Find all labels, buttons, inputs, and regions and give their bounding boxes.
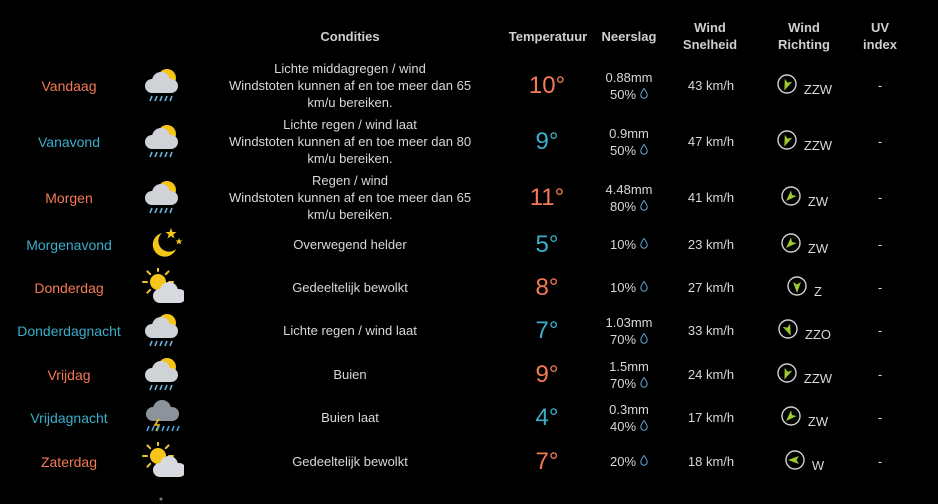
precip-amount xyxy=(606,181,653,198)
condition-text xyxy=(205,174,495,221)
header-wind-richting-line1: Wind xyxy=(788,20,820,35)
condition-line: km/u bereiken. xyxy=(307,95,393,110)
uv-index: - xyxy=(877,367,883,382)
precip-mm: 1.03mm xyxy=(605,314,653,330)
precip-mm: 4.48mm xyxy=(605,181,653,197)
condition-line: Regen / wind xyxy=(312,173,388,188)
wind-direction-label: ZW xyxy=(807,240,829,256)
condition-text xyxy=(205,396,495,439)
wind-speed: 43 km/h xyxy=(687,78,735,93)
wind-direction xyxy=(764,266,844,309)
condition-line: Windstoten kunnen af en toe meer dan 65 xyxy=(228,78,472,93)
precip-mm: 0.3mm xyxy=(609,401,649,417)
temperature: 10° xyxy=(528,71,566,99)
uv-index: - xyxy=(877,454,883,469)
temperature: 7° xyxy=(535,447,559,475)
partly-cloudy-rain-icon xyxy=(140,309,184,352)
wind-direction-icon xyxy=(776,362,798,387)
wind-direction-icon xyxy=(784,449,806,474)
header-condities xyxy=(300,16,400,56)
precipitation xyxy=(594,440,664,483)
wind-speed: 17 km/h xyxy=(687,410,735,425)
precip-chance xyxy=(610,453,648,470)
day-label[interactable]: Donderdag xyxy=(34,279,104,296)
precipitation xyxy=(594,396,664,439)
table-row xyxy=(0,174,938,221)
condition-text xyxy=(205,62,495,109)
wind-direction xyxy=(764,62,844,109)
partly-cloudy-rain-icon xyxy=(140,353,184,396)
condition-line: km/u bereiken. xyxy=(307,151,393,166)
header-condities-label: Condities xyxy=(320,28,380,44)
temperature: 4° xyxy=(535,403,559,431)
precip-amount xyxy=(606,314,653,331)
condition-line: Lichte regen / wind laat xyxy=(283,117,417,132)
table-row xyxy=(0,309,938,352)
wind-speed: 23 km/h xyxy=(687,237,735,252)
precipitation xyxy=(594,62,664,109)
uv-index: - xyxy=(877,237,883,252)
temperature: 11° xyxy=(529,183,565,211)
temperature: 8° xyxy=(535,273,559,301)
uv-index: - xyxy=(877,134,883,149)
day-label[interactable]: Zaterdag xyxy=(40,453,98,470)
precip-chance xyxy=(610,375,648,392)
wind-direction-icon xyxy=(780,405,802,430)
condition-line: Windstoten kunnen af en toe meer dan 65 xyxy=(228,190,472,205)
precip-chance xyxy=(610,418,648,435)
table-row xyxy=(0,353,938,396)
precip-amount xyxy=(609,358,649,375)
uv-index: - xyxy=(877,280,883,295)
scroll-indicator xyxy=(156,489,166,493)
precip-mm: 0.88mm xyxy=(605,69,653,85)
header-neerslag-label: Neerslag xyxy=(601,28,657,44)
sun-cloud-icon xyxy=(140,266,184,309)
condition-line: Gedeeltelijk bewolkt xyxy=(292,280,408,295)
precip-pct: 10% xyxy=(609,237,637,252)
precip-pct: 10% xyxy=(609,280,637,295)
condition-text xyxy=(205,353,495,396)
wind-speed: 18 km/h xyxy=(687,454,735,469)
wind-speed: 27 km/h xyxy=(687,280,735,295)
precipitation xyxy=(594,309,664,352)
condition-line: Overwegend helder xyxy=(293,237,407,252)
precipitation xyxy=(594,118,664,165)
precip-chance xyxy=(610,142,648,159)
day-label[interactable]: Vandaag xyxy=(41,77,97,94)
precip-amount xyxy=(609,125,649,142)
wind-direction-label: ZZW xyxy=(803,370,833,386)
temperature: 5° xyxy=(535,230,559,258)
condition-text xyxy=(205,309,495,352)
wind-direction-label: ZW xyxy=(807,413,829,429)
partly-cloudy-rain-icon xyxy=(140,174,184,221)
wind-direction xyxy=(764,309,844,352)
condition-line: Buien xyxy=(333,367,367,382)
condition-text xyxy=(205,118,495,165)
table-row xyxy=(0,223,938,266)
precip-pct: 70% xyxy=(609,331,637,347)
header-uv-line1: UV xyxy=(870,20,890,35)
precip-pct: 50% xyxy=(609,86,637,102)
precip-pct: 20% xyxy=(609,454,637,469)
temperature: 9° xyxy=(535,127,559,155)
wind-direction-icon xyxy=(777,318,799,343)
wind-speed: 24 km/h xyxy=(687,367,735,382)
header-wind-richting xyxy=(764,16,844,56)
condition-line: Windstoten kunnen af en toe meer dan 80 xyxy=(228,134,472,149)
wind-direction xyxy=(764,396,844,439)
table-row xyxy=(0,118,938,165)
temperature: 7° xyxy=(535,316,559,344)
wind-direction-icon xyxy=(780,185,802,210)
header-wind-richting-line2: Richting xyxy=(778,37,830,52)
day-label[interactable]: Donderdagnacht xyxy=(17,322,121,339)
condition-text xyxy=(205,266,495,309)
precipitation xyxy=(594,174,664,221)
header-wind-snelheid xyxy=(668,16,752,56)
wind-direction-label: ZW xyxy=(807,193,829,209)
wind-direction xyxy=(764,174,844,221)
wind-direction-icon xyxy=(776,73,798,98)
uv-index: - xyxy=(877,323,883,338)
raindrop-icon xyxy=(640,453,648,470)
partly-cloudy-rain-icon xyxy=(140,118,184,165)
uv-index: - xyxy=(877,78,883,93)
raindrop-icon xyxy=(640,331,648,348)
table-row xyxy=(0,396,938,439)
wind-speed: 41 km/h xyxy=(687,190,735,205)
day-label[interactable]: Morgenavond xyxy=(26,236,112,253)
condition-line: km/u bereiken. xyxy=(307,207,393,222)
condition-text xyxy=(205,440,495,483)
header-uv-index xyxy=(845,16,915,56)
precip-chance xyxy=(610,236,648,253)
raindrop-icon xyxy=(640,142,648,159)
raindrop-icon xyxy=(640,236,648,253)
wind-speed: 33 km/h xyxy=(687,323,735,338)
day-label[interactable]: Vanavond xyxy=(37,133,100,150)
condition-line: Lichte middagregen / wind xyxy=(274,61,426,76)
precip-mm: 1.5mm xyxy=(609,358,649,374)
wind-direction-label: ZZW xyxy=(803,81,833,97)
wind-direction xyxy=(764,353,844,396)
wind-direction-icon xyxy=(780,232,802,257)
day-label[interactable]: Vrijdagnacht xyxy=(30,409,108,426)
raindrop-icon xyxy=(640,375,648,392)
header-wind-snelheid-line2: Snelheid xyxy=(682,37,738,52)
wind-direction xyxy=(764,223,844,266)
precip-amount xyxy=(609,401,649,418)
condition-text xyxy=(205,223,495,266)
table-row xyxy=(0,440,938,483)
wind-direction-label: ZZW xyxy=(803,137,833,153)
temperature: 9° xyxy=(535,360,559,388)
raindrop-icon xyxy=(640,279,648,296)
precip-pct: 80% xyxy=(609,198,637,214)
raindrop-icon xyxy=(640,198,648,215)
precip-amount xyxy=(606,69,653,86)
uv-index: - xyxy=(877,410,883,425)
wind-direction-icon xyxy=(786,275,808,300)
precip-chance xyxy=(610,331,648,348)
header-uv-line2: index xyxy=(863,37,897,52)
precip-pct: 50% xyxy=(609,142,637,158)
uv-index: - xyxy=(877,190,883,205)
header-wind-snelheid-line1: Wind xyxy=(694,20,726,35)
sun-cloud-icon xyxy=(140,440,184,483)
moon-stars-icon xyxy=(140,223,184,266)
condition-line: Buien laat xyxy=(321,410,379,425)
wind-direction xyxy=(764,118,844,165)
precip-pct: 40% xyxy=(609,418,637,434)
precip-pct: 70% xyxy=(609,375,637,391)
table-row xyxy=(0,266,938,309)
partly-cloudy-rain-icon xyxy=(140,62,184,109)
table-row xyxy=(0,62,938,109)
precipitation xyxy=(594,223,664,266)
day-label[interactable]: Morgen xyxy=(45,189,93,206)
header-temperatuur xyxy=(502,16,594,56)
wind-speed: 47 km/h xyxy=(687,134,735,149)
raindrop-icon xyxy=(640,86,648,103)
condition-line: Gedeeltelijk bewolkt xyxy=(292,454,408,469)
condition-line: Lichte regen / wind laat xyxy=(283,323,417,338)
raindrop-icon xyxy=(640,418,648,435)
wind-direction-label: W xyxy=(811,457,825,473)
precipitation xyxy=(594,266,664,309)
precip-chance xyxy=(610,279,648,296)
precip-mm: 0.9mm xyxy=(609,125,649,141)
wind-direction-icon xyxy=(776,129,798,154)
heavy-rain-cloud-icon xyxy=(140,396,184,439)
day-label[interactable]: Vrijdag xyxy=(47,366,91,383)
precipitation xyxy=(594,353,664,396)
wind-direction xyxy=(764,440,844,483)
precip-chance xyxy=(610,86,648,103)
wind-direction-label: ZZO xyxy=(805,326,831,342)
wind-direction-label: Z xyxy=(814,283,822,299)
header-neerslag xyxy=(594,16,664,56)
precip-chance xyxy=(610,198,648,215)
header-temperatuur-label: Temperatuur xyxy=(508,28,588,44)
